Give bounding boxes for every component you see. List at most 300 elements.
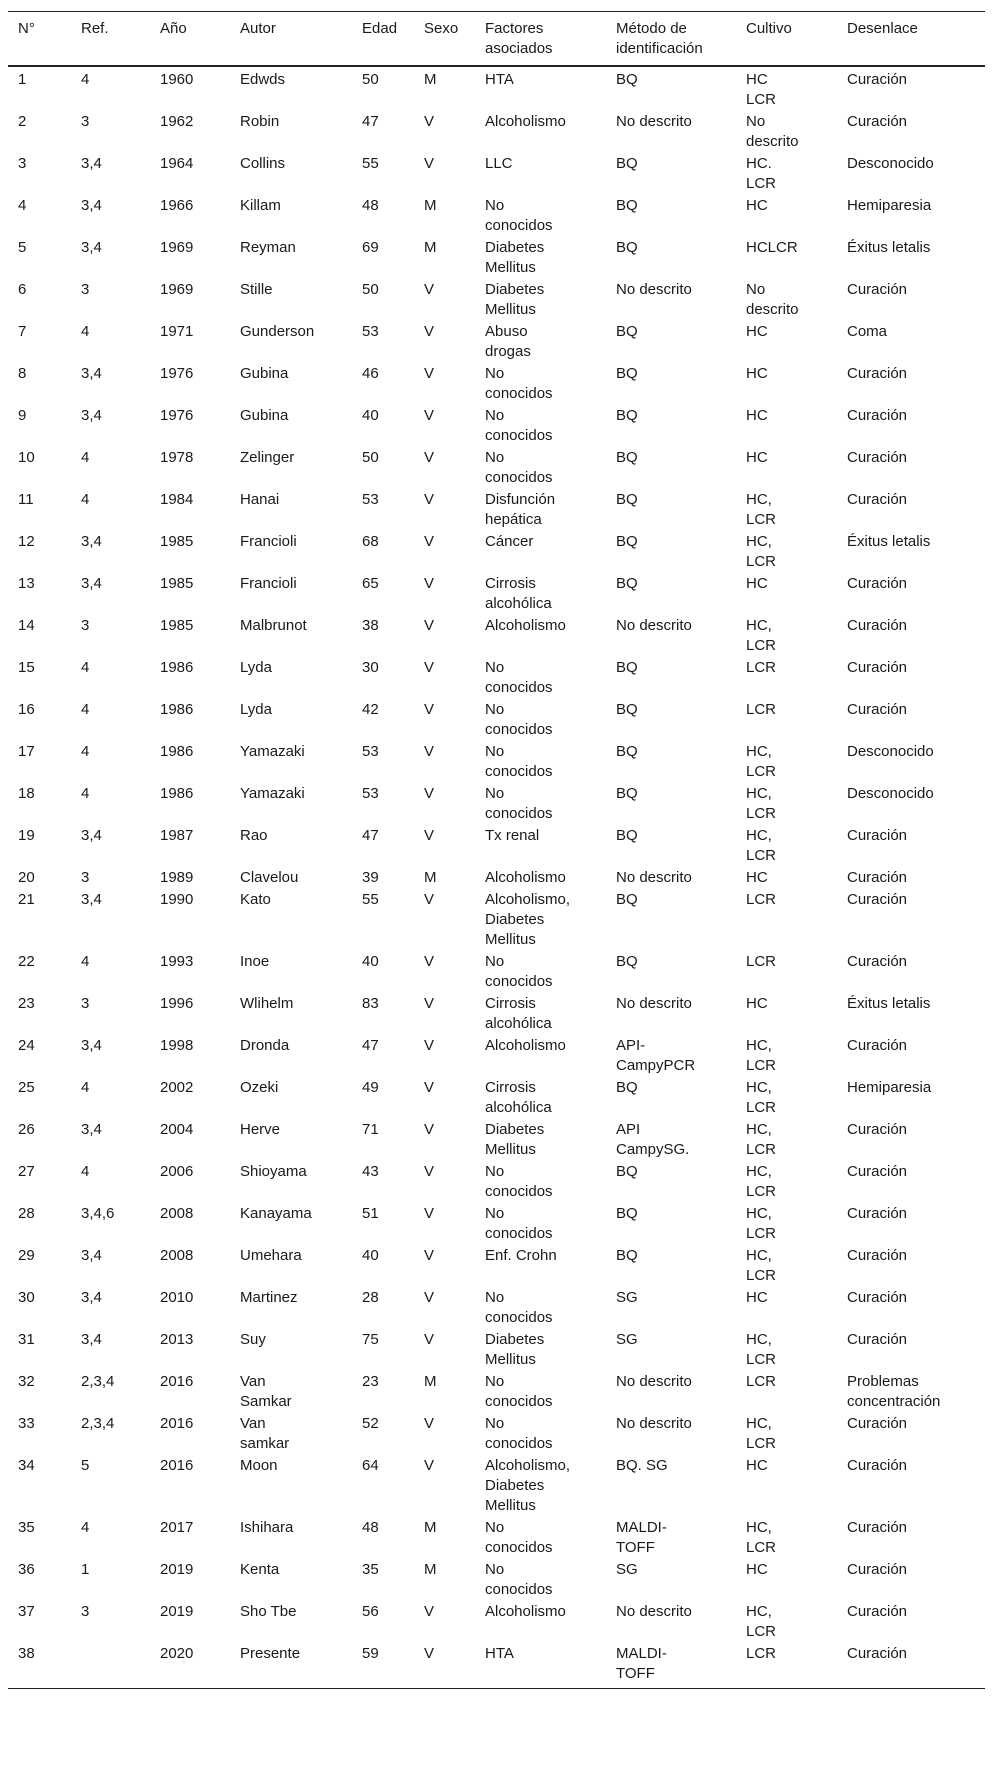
cell-edad: 69	[362, 239, 379, 256]
cell-autor: Shioyama	[240, 1163, 307, 1180]
cell-ano: 1976	[160, 407, 194, 424]
cell-cultivo: LCR	[746, 891, 777, 908]
cell-sexo: V	[424, 491, 435, 508]
table-row	[8, 1517, 985, 1559]
cell-n: 22	[18, 953, 35, 970]
cell-metodo: BQ	[616, 71, 638, 88]
table-row	[8, 573, 985, 615]
cell-edad: 48	[362, 1519, 379, 1536]
cell-n: 1	[18, 71, 27, 88]
cell-n: 30	[18, 1289, 35, 1306]
cell-edad: 28	[362, 1289, 379, 1306]
table-row	[8, 867, 985, 889]
cell-desenlace: Problemas concentración	[847, 1373, 941, 1410]
cell-autor: Moon	[240, 1457, 278, 1474]
cell-ref: 3,4	[81, 197, 102, 214]
cell-autor: Hanai	[240, 491, 280, 508]
cell-factores: No conocidos	[485, 1373, 553, 1410]
cell-ref: 4	[81, 953, 90, 970]
cell-ano: 1984	[160, 491, 194, 508]
cell-edad: 40	[362, 953, 379, 970]
table-row	[8, 951, 985, 993]
cell-factores: LLC	[485, 155, 513, 172]
cell-ref: 4	[81, 659, 90, 676]
cell-factores: No conocidos	[485, 785, 553, 822]
cell-ref: 1	[81, 1561, 90, 1578]
cell-desenlace: Curación	[847, 449, 908, 466]
cell-factores: Alcoholismo	[485, 1603, 566, 1620]
cell-sexo: V	[424, 1415, 435, 1432]
cell-desenlace: Curación	[847, 701, 908, 718]
cell-autor: Martinez	[240, 1289, 298, 1306]
cell-edad: 50	[362, 449, 379, 466]
table-row	[8, 405, 985, 447]
cell-n: 31	[18, 1331, 35, 1348]
cell-autor: Zelinger	[240, 449, 295, 466]
cell-autor: Wlihelm	[240, 995, 294, 1012]
cell-autor: Inoe	[240, 953, 270, 970]
table-row	[8, 153, 985, 195]
cell-metodo: BQ	[616, 365, 638, 382]
cell-ano: 2020	[150, 1643, 230, 1689]
cell-metodo: No descrito	[616, 1603, 692, 1620]
cell-factores: No conocidos	[485, 1519, 553, 1556]
cell-n: 26	[18, 1121, 35, 1138]
cell-sexo: V	[424, 449, 435, 466]
cell-desenlace: Curación	[847, 71, 908, 88]
cell-ref: 3,4	[81, 575, 102, 592]
cell-n: 33	[18, 1415, 35, 1432]
cell-metodo: SG	[616, 1561, 638, 1578]
cell-metodo: BQ	[616, 785, 638, 802]
cell-n: 24	[18, 1037, 35, 1054]
cell-cultivo: HC	[746, 995, 768, 1012]
cell-n: 27	[18, 1163, 35, 1180]
cell-autor: Killam	[240, 197, 281, 214]
cell-cultivo: HC, LCR	[746, 1415, 777, 1452]
cell-sexo: V	[424, 1121, 435, 1138]
cell-factores: No conocidos	[485, 659, 553, 696]
cell-edad: 55	[362, 891, 379, 908]
cell-factores: No conocidos	[485, 407, 553, 444]
cell-cultivo: LCR	[746, 953, 777, 970]
cell-autor: Ozeki	[240, 1079, 279, 1096]
cell-ref: 3,4	[81, 1121, 102, 1138]
cell-n: 16	[18, 701, 35, 718]
cell-cultivo: HC LCR	[746, 71, 777, 108]
cell-metodo: BQ	[616, 891, 638, 908]
cell-sexo: M	[424, 1561, 437, 1578]
cell-factores: Diabetes Mellitus	[485, 1121, 545, 1158]
cell-edad: 51	[362, 1205, 379, 1222]
cell-sexo: V	[424, 617, 435, 634]
cell-factores: Alcoholismo	[485, 1037, 566, 1054]
cell-ano: 2008	[160, 1205, 194, 1222]
cell-ref: 4	[81, 785, 90, 802]
cell-cultivo: HC, LCR	[746, 1603, 777, 1640]
cell-ano: 1989	[160, 869, 194, 886]
cell-edad: 50	[362, 281, 379, 298]
header-ano: Año	[150, 12, 230, 67]
cell-sexo: V	[424, 827, 435, 844]
cell-sexo: V	[424, 1603, 435, 1620]
header-autor: Autor	[230, 12, 352, 67]
cell-n: 35	[18, 1519, 35, 1536]
cell-factores: Abuso drogas	[485, 323, 531, 360]
cell-edad: 46	[362, 365, 379, 382]
header-metodo: Método de identificación	[606, 12, 736, 67]
cell-cultivo: HC	[746, 1289, 768, 1306]
cell-ref: 3,4,6	[81, 1205, 115, 1222]
cell-cultivo: HC	[746, 323, 768, 340]
cell-cultivo: HCLCR	[746, 239, 798, 256]
table-row	[8, 1287, 985, 1329]
cell-desenlace: Curación	[847, 1205, 908, 1222]
cell-ref: 3,4	[81, 239, 102, 256]
cell-factores: Disfunción hepática	[485, 491, 556, 528]
cell-metodo: BQ	[616, 953, 638, 970]
table-row	[8, 1455, 985, 1517]
cell-ref: 4	[81, 449, 90, 466]
cell-autor: Francioli	[240, 575, 297, 592]
cell-metodo: BQ	[616, 659, 638, 676]
cell-ref: 3	[81, 869, 90, 886]
cell-autor: Malbrunot	[240, 617, 307, 634]
cell-autor: Collins	[240, 155, 286, 172]
cell-sexo: V	[424, 891, 435, 908]
cell-autor: Umehara	[240, 1247, 302, 1264]
cell-desenlace: Coma	[847, 323, 888, 340]
cell-ano: 2008	[160, 1247, 194, 1264]
cell-ano: 2016	[160, 1415, 194, 1432]
table-row	[8, 1329, 985, 1371]
cell-metodo: BQ	[616, 1163, 638, 1180]
cell-factores: Cirrosis alcohólica	[485, 995, 552, 1032]
cell-ano: 1986	[160, 743, 194, 760]
table-row	[8, 363, 985, 405]
cell-edad: 23	[362, 1373, 379, 1390]
cell-sexo: M	[424, 71, 437, 88]
cell-autor: Lyda	[240, 659, 272, 676]
cell-edad: 64	[362, 1457, 379, 1474]
cell-desenlace: Curación	[847, 575, 908, 592]
cell-factores: Diabetes Mellitus	[485, 281, 545, 318]
cell-cultivo: No descrito	[746, 113, 799, 150]
table-row	[8, 1035, 985, 1077]
table-row	[8, 783, 985, 825]
cell-n: 19	[18, 827, 35, 844]
cell-cultivo: LCR	[746, 701, 777, 718]
cell-edad: 35	[362, 1561, 379, 1578]
cell-autor: Ishihara	[240, 1519, 294, 1536]
cell-edad: 47	[362, 113, 379, 130]
cell-sexo: V	[424, 575, 435, 592]
table-row	[8, 825, 985, 867]
cell-desenlace: Curación	[847, 659, 908, 676]
table-row	[8, 1371, 985, 1413]
cell-desenlace: Curación	[847, 1331, 908, 1348]
cell-sexo: V	[424, 1163, 435, 1180]
cell-ano: 2004	[160, 1121, 194, 1138]
cell-cultivo: HC, LCR	[746, 1205, 777, 1242]
cell-autor: Van samkar	[240, 1415, 290, 1452]
cell-cultivo: HC, LCR	[746, 1079, 777, 1116]
table-row	[8, 1643, 985, 1689]
cell-n: 14	[18, 617, 35, 634]
cell-n: 6	[18, 281, 27, 298]
cell-cultivo: HC. LCR	[746, 155, 777, 192]
cell-autor: Lyda	[240, 701, 272, 718]
cell-desenlace: Curación	[847, 1121, 908, 1138]
table-row	[8, 111, 985, 153]
header-ref: Ref.	[71, 12, 150, 67]
cell-ano: 2016	[160, 1457, 194, 1474]
cell-metodo: BQ	[616, 1205, 638, 1222]
cell-sexo: V	[424, 785, 435, 802]
cell-ano: 1978	[160, 449, 194, 466]
cell-ano: 1969	[160, 281, 194, 298]
cell-cultivo: HC	[746, 365, 768, 382]
cell-edad: 52	[362, 1415, 379, 1432]
cell-edad: 75	[362, 1331, 379, 1348]
table-row	[8, 889, 985, 951]
header-desenlace: Desenlace	[837, 12, 985, 67]
cell-ano: 1966	[160, 197, 194, 214]
cell-desenlace: Curación	[847, 1519, 908, 1536]
cell-cultivo: HC, LCR	[746, 827, 777, 864]
cell-cultivo: HC	[746, 869, 768, 886]
cell-ref: 4	[81, 1079, 90, 1096]
cell-sexo: V	[424, 659, 435, 676]
cell-metodo: BQ	[616, 239, 638, 256]
cell-ref: 3	[81, 1603, 90, 1620]
cell-ano: 2019	[160, 1561, 194, 1578]
cell-cultivo: HC	[746, 575, 768, 592]
cell-edad: 71	[362, 1121, 379, 1138]
cell-sexo: V	[424, 113, 435, 130]
cell-n: 4	[18, 197, 27, 214]
cell-ano: 1990	[160, 891, 194, 908]
cell-ref	[71, 1643, 150, 1689]
cell-desenlace: Hemiparesia	[847, 1079, 932, 1096]
cell-edad: 38	[362, 617, 379, 634]
header-edad: Edad	[352, 12, 414, 67]
table-row	[8, 741, 985, 783]
cell-desenlace: Curación	[847, 1247, 908, 1264]
cell-sexo: V	[424, 1457, 435, 1474]
cell-autor: Gunderson	[240, 323, 315, 340]
cell-ref: 4	[81, 71, 90, 88]
cell-factores: No conocidos	[485, 1205, 553, 1242]
cell-autor: Francioli	[240, 533, 297, 550]
cell-n: 25	[18, 1079, 35, 1096]
cell-n: 3	[18, 155, 27, 172]
cell-sexo: V	[424, 995, 435, 1012]
cell-ano: 1985	[160, 575, 194, 592]
cell-n: 23	[18, 995, 35, 1012]
cell-factores: Alcoholismo	[485, 113, 566, 130]
cell-metodo: API- CampyPCR	[616, 1037, 696, 1074]
table-row	[8, 279, 985, 321]
cell-ref: 3,4	[81, 533, 102, 550]
cell-sexo: V	[424, 533, 435, 550]
cell-autor: Kato	[240, 891, 271, 908]
cell-n: 2	[18, 113, 27, 130]
cell-cultivo: HC, LCR	[746, 785, 777, 822]
cell-ref: 2,3,4	[81, 1415, 115, 1432]
cell-ano: 1960	[160, 71, 194, 88]
cell-ref: 3	[81, 113, 90, 130]
cell-factores: Enf. Crohn	[485, 1247, 557, 1264]
case-table	[8, 11, 985, 1689]
cell-sexo: M	[424, 1373, 437, 1390]
cell-desenlace: Curación	[847, 1163, 908, 1180]
cell-n: 37	[18, 1603, 35, 1620]
cell-n: 7	[18, 323, 27, 340]
cell-metodo: No descrito	[616, 1373, 692, 1390]
cell-ref: 4	[81, 1519, 90, 1536]
cell-metodo: BQ	[616, 701, 638, 718]
cell-cultivo: HC, LCR	[746, 1247, 777, 1284]
cell-sexo: V	[414, 1643, 475, 1689]
cell-metodo: No descrito	[616, 995, 692, 1012]
cell-cultivo: LCR	[746, 1373, 777, 1390]
table-row	[8, 1119, 985, 1161]
cell-n: 13	[18, 575, 35, 592]
cell-cultivo: HC, LCR	[746, 1121, 777, 1158]
cell-desenlace: Curación	[847, 1037, 908, 1054]
cell-edad: 55	[362, 155, 379, 172]
table-row	[8, 1413, 985, 1455]
cell-factores: Tx renal	[485, 827, 540, 844]
cell-factores: Cirrosis alcohólica	[485, 575, 552, 612]
cell-desenlace: Curación	[837, 1643, 985, 1689]
cell-autor: Stille	[240, 281, 273, 298]
cell-autor: Van Samkar	[240, 1373, 292, 1410]
table-row	[8, 1161, 985, 1203]
cell-ano: 2017	[160, 1519, 194, 1536]
cell-metodo: BQ	[616, 1247, 638, 1264]
cell-n: 17	[18, 743, 35, 760]
cell-autor: Yamazaki	[240, 743, 305, 760]
cell-ref: 4	[81, 1163, 90, 1180]
cell-ano: 1986	[160, 659, 194, 676]
cell-metodo: BQ	[616, 743, 638, 760]
cell-autor: Gubina	[240, 365, 289, 382]
table-row	[8, 489, 985, 531]
table-row	[8, 993, 985, 1035]
header-factores: Factores asociados	[475, 12, 606, 67]
cell-desenlace: Hemiparesia	[847, 197, 932, 214]
cell-ref: 4	[81, 743, 90, 760]
cell-autor: Reyman	[240, 239, 296, 256]
cell-metodo: No descrito	[616, 869, 692, 886]
cell-edad: 50	[362, 71, 379, 88]
cell-autor: Kanayama	[240, 1205, 312, 1222]
cell-desenlace: Curación	[847, 891, 908, 908]
cell-autor: Suy	[240, 1331, 266, 1348]
cell-desenlace: Curación	[847, 1457, 908, 1474]
table-row	[8, 699, 985, 741]
cell-edad: 68	[362, 533, 379, 550]
cell-desenlace: Curación	[847, 1289, 908, 1306]
cell-ref: 4	[81, 491, 90, 508]
cell-ref: 3,4	[81, 1247, 102, 1264]
cell-autor: Rao	[240, 827, 268, 844]
cell-desenlace: Curación	[847, 113, 908, 130]
cell-factores: Cirrosis alcohólica	[485, 1079, 552, 1116]
cell-edad: 43	[362, 1163, 379, 1180]
cell-desenlace: Desconocido	[847, 155, 934, 172]
cell-sexo: V	[424, 323, 435, 340]
cell-desenlace: Éxitus letalis	[847, 995, 931, 1012]
cell-autor: Edwds	[240, 71, 286, 88]
cell-ano: 1998	[160, 1037, 194, 1054]
cell-factores: No conocidos	[485, 1289, 553, 1326]
cell-desenlace: Curación	[847, 1603, 908, 1620]
cell-sexo: M	[424, 869, 437, 886]
cell-ano: 1993	[160, 953, 194, 970]
cell-factores: Cáncer	[485, 533, 534, 550]
cell-factores: No conocidos	[485, 953, 553, 990]
cell-n: 10	[18, 449, 35, 466]
cell-metodo: BQ	[616, 575, 638, 592]
cell-autor: Presente	[230, 1643, 352, 1689]
cell-sexo: V	[424, 1247, 435, 1264]
cell-factores: Alcoholismo, Diabetes Mellitus	[485, 891, 571, 948]
header-sexo: Sexo	[414, 12, 475, 67]
cell-ref: 2,3,4	[81, 1373, 115, 1390]
cell-n: 34	[18, 1457, 35, 1474]
table-row	[8, 1203, 985, 1245]
cell-ref: 3,4	[81, 1037, 102, 1054]
cell-cultivo: HC, LCR	[746, 533, 777, 570]
cell-cultivo: HC, LCR	[746, 1519, 777, 1556]
cell-cultivo: HC	[746, 197, 768, 214]
table-row	[8, 1077, 985, 1119]
cell-cultivo: HC	[746, 407, 768, 424]
cell-n: 18	[18, 785, 35, 802]
cell-sexo: V	[424, 953, 435, 970]
cell-n: 28	[18, 1205, 35, 1222]
cell-ano: 2002	[160, 1079, 194, 1096]
cell-metodo: BQ	[616, 407, 638, 424]
cell-ano: 1964	[160, 155, 194, 172]
cell-cultivo: HC, LCR	[746, 1163, 777, 1200]
cell-sexo: V	[424, 1079, 435, 1096]
cell-edad: 53	[362, 491, 379, 508]
cell-cultivo: LCR	[736, 1643, 837, 1689]
table-row	[8, 1601, 985, 1643]
cell-sexo: V	[424, 281, 435, 298]
cell-desenlace: Curación	[847, 953, 908, 970]
cell-n: 9	[18, 407, 27, 424]
cell-factores: No conocidos	[485, 1415, 553, 1452]
cell-cultivo: HC, LCR	[746, 617, 777, 654]
cell-ref: 4	[81, 323, 90, 340]
cell-sexo: M	[424, 239, 437, 256]
cell-sexo: V	[424, 1037, 435, 1054]
cell-edad: 40	[362, 1247, 379, 1264]
cell-edad: 53	[362, 323, 379, 340]
cell-ano: 1971	[160, 323, 194, 340]
table-row	[8, 237, 985, 279]
cell-factores: HTA	[485, 71, 514, 88]
table-row	[8, 1559, 985, 1601]
header-cultivo: Cultivo	[736, 12, 837, 67]
table-row	[8, 321, 985, 363]
cell-autor: Gubina	[240, 407, 289, 424]
